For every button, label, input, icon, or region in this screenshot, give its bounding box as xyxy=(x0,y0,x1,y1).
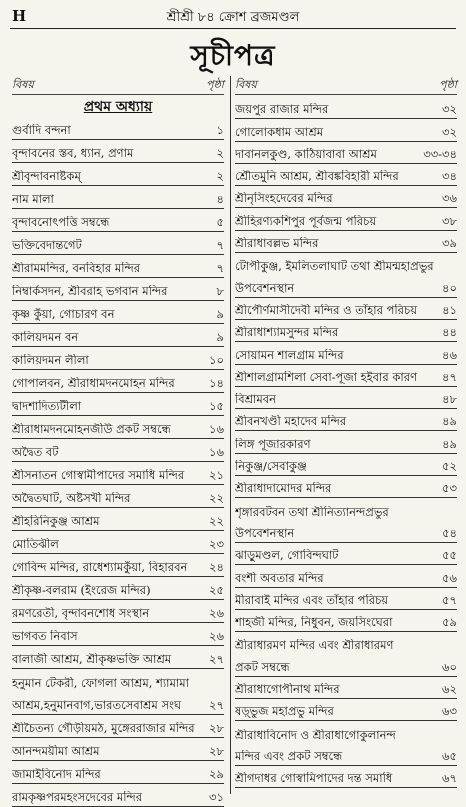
entry-page: ৩২ xyxy=(442,124,457,139)
toc-entry xyxy=(12,577,224,600)
header-title: শ্রীশ্রী ৮৪ ক্রোশ ব্রজমণ্ডল xyxy=(166,10,300,25)
toc-entry xyxy=(235,677,457,699)
entry-title: আনন্দময়ীমা আশ্রম xyxy=(12,745,100,758)
entry-title: গোপালবন, শ্রীরাধামদনমোহন মন্দির xyxy=(12,377,175,390)
entry-title: সোয়ামন শালগ্রাম মন্দির xyxy=(235,348,344,362)
toc-entry xyxy=(235,721,457,743)
entry-page: ৯ xyxy=(216,307,224,321)
entry-page: ৫৬ xyxy=(442,570,457,585)
entry-title: ঝাড়ুমণ্ডল, গোবিন্দঘাট xyxy=(235,549,339,563)
entry-title: দাবানলকুণ্ড, কাঠিয়াবাবা আশ্রম xyxy=(235,147,377,161)
entry-title: নাম মালা xyxy=(12,193,54,206)
toc-entry xyxy=(12,623,224,646)
toc-entry xyxy=(235,119,457,141)
toc-entry xyxy=(235,253,457,275)
entry-page: ৪৯ xyxy=(442,436,457,451)
toc-entry xyxy=(12,324,224,347)
entry-page: ৪৭ xyxy=(442,369,457,384)
toc-entry xyxy=(12,163,224,186)
toc-entry xyxy=(12,209,224,232)
entry-page: ৮ xyxy=(216,284,224,298)
entry-title: দ্বাদশাদিত্যটীলা xyxy=(12,400,82,413)
toc-entry xyxy=(12,761,224,784)
entry-title: আশ্রম,হনুমানবাগ,ভারতসেবাশ্রম সংঘ xyxy=(12,699,182,712)
entry-title: বালাজী আশ্রম, শ্রীকৃষ্ণভক্তি আশ্রম xyxy=(12,653,172,666)
entry-page: ৪৮ xyxy=(442,392,457,407)
toc-entry xyxy=(235,298,457,320)
entry-title: বৃন্দাবনোৎপত্তি সম্বন্ধে xyxy=(12,216,110,229)
entry-page: ৭ xyxy=(216,238,224,252)
toc-entry xyxy=(235,543,457,565)
toc-entry xyxy=(12,416,224,439)
toc-entry xyxy=(12,784,224,807)
entry-page: ২ xyxy=(216,169,224,183)
entry-page: ১৪ xyxy=(209,376,224,390)
entry-page: ২১ xyxy=(209,468,224,482)
toc-entry xyxy=(235,699,457,721)
entry-title: অদ্বৈত বট xyxy=(12,446,59,459)
entry-page: ২৮ xyxy=(209,721,224,735)
right-column xyxy=(235,76,457,794)
toc-entry xyxy=(235,454,457,476)
toc-entry xyxy=(12,600,224,623)
entry-page: ১৫ xyxy=(209,399,224,413)
entry-page: ৭ xyxy=(216,261,224,275)
entry-title: জামাইবিনোদ মন্দির xyxy=(12,768,101,781)
toc-entry xyxy=(235,610,457,632)
entry-page: ২৮ xyxy=(209,744,224,758)
toc-entry xyxy=(235,565,457,587)
entry-title: লিঙ্গ পূজারকারণ xyxy=(235,437,311,451)
entry-page: ৪৬ xyxy=(442,347,457,362)
toc-entry xyxy=(12,140,224,163)
entry-page: ৫৪ xyxy=(442,525,457,540)
toc-entry xyxy=(235,588,457,610)
entry-page: ৬০ xyxy=(442,659,457,674)
toc-entry xyxy=(235,231,457,253)
subject-label: বিষয় xyxy=(235,78,257,91)
entry-title: গোলোকধাম আশ্রম xyxy=(235,125,324,139)
entry-page: ১৬ xyxy=(209,445,224,459)
entry-page: ২ xyxy=(216,146,224,160)
entry-title: নিম্বার্কসদন, শ্রীবরাহ ভগবান মন্দির xyxy=(12,285,168,298)
left-column-header xyxy=(12,76,224,95)
entry-title: শ্রীরাধাশ্যামসুন্দর মন্দির xyxy=(235,326,339,340)
entry-title: হনুমান টেকরী, ফোগলা আশ্রম, শ্যামামা xyxy=(12,677,189,690)
entry-title: শ্রীহিরণ্যকশিপুর পূর্বজন্ম পরিচয় xyxy=(235,214,377,228)
entry-page: ৪৯ xyxy=(442,414,457,429)
toc-entry xyxy=(235,365,457,387)
toc-entry xyxy=(235,409,457,431)
entry-title: প্রকট সম্বন্ধে xyxy=(235,660,290,674)
entry-title: শ্রীরাধামদনমোহনজীউ প্রকট সম্বন্ধে xyxy=(12,423,171,436)
toc-entry xyxy=(235,387,457,409)
left-entry-list xyxy=(12,117,224,807)
toc-entry xyxy=(12,301,224,324)
entry-title: জয়পুর রাজার মন্দির xyxy=(235,103,329,117)
entry-title: শ্রীহরিনিকুঞ্জ আশ্রম xyxy=(12,515,100,528)
entry-title: কালিয়দমন লীলা xyxy=(12,354,89,367)
toc-entry xyxy=(12,255,224,278)
running-header xyxy=(10,4,456,29)
toc-entry xyxy=(12,738,224,761)
entry-page: ৬২ xyxy=(442,682,457,697)
entry-title: শ্রীপৌর্ণমাসীদেবী মন্দির ও তাঁহার পরিচয় xyxy=(235,303,417,317)
entry-title: কৃষ্ণ কুঁয়া, গোচারণ বন xyxy=(12,308,115,321)
toc-entry xyxy=(12,531,224,554)
entry-page: ৫ xyxy=(216,215,224,229)
entry-page: ২৭ xyxy=(209,652,224,666)
entry-page: ৫৯ xyxy=(442,615,457,630)
page-title: সূচীপত্র xyxy=(190,39,276,72)
entry-title: শ্রীরাধাগোপীনাথ মন্দির xyxy=(235,683,340,697)
entry-title: শ্রীরাধাবল্লভ মন্দির xyxy=(235,237,319,251)
subject-label: বিষয় xyxy=(12,78,34,91)
entry-page: ৪ xyxy=(216,192,224,206)
toc-entry xyxy=(235,142,457,164)
entry-page: ৩৮ xyxy=(442,213,457,228)
entry-page: ৩১ xyxy=(209,790,224,804)
toc-entry xyxy=(235,275,457,297)
toc-entry xyxy=(235,208,457,230)
entry-title: টোপীকুঞ্জ, ইমলিতলাঘাট তথা শ্রীমন্মহাপ্রভুর xyxy=(235,260,434,274)
toc-entry xyxy=(12,393,224,416)
entry-title: গুর্বাদি বন্দনা xyxy=(12,124,71,137)
entry-title: বিশ্রামবন xyxy=(235,393,277,407)
right-column-header xyxy=(235,76,457,95)
entry-page: ৫৫ xyxy=(442,548,457,563)
entry-page: ৩৯ xyxy=(442,236,457,251)
page-label: পৃষ্ঠা xyxy=(439,78,457,91)
toc-entry xyxy=(235,186,457,208)
entry-title: মীরাবাই মন্দির এবং তাঁহার পরিচয় xyxy=(235,593,389,607)
entry-title: শ্রীরাধারমণ মন্দির এবং শ্রীরাধারমণ xyxy=(235,639,394,653)
toc-entry xyxy=(12,554,224,577)
entry-title: নিকুঞ্জ/সেবাকুঞ্জ xyxy=(235,460,307,474)
entry-title: রামকৃষ্ণপরমহংসদেবের মন্দির xyxy=(12,791,143,804)
entry-title: ভক্তিবেদান্তগেট xyxy=(12,239,82,252)
entry-title: রমণরেতী, বৃন্দাবনশোধ সংস্থান xyxy=(12,607,150,620)
toc-entry xyxy=(235,476,457,498)
left-column xyxy=(12,76,231,804)
entry-title: শ্রীনৃসিংহদেবের মন্দির xyxy=(235,192,333,206)
entry-title: মন্দির এবং প্রকট সম্বন্ধে xyxy=(235,749,343,763)
entry-page: ৫৭ xyxy=(442,592,457,607)
toc-entry xyxy=(12,117,224,140)
entry-title: উপবেশনস্থান xyxy=(235,281,295,295)
toc-entry xyxy=(12,669,224,692)
entry-page: ২২ xyxy=(209,491,224,505)
entry-page: ৪১ xyxy=(442,302,457,317)
entry-title: বৃন্দাবনের স্তব, ধ্যান, প্রণাম xyxy=(12,147,134,160)
toc-entry xyxy=(12,715,224,738)
entry-title: শ্রীকৃষ্ণ-বলরাম (ইংরেজ মন্দির) xyxy=(12,584,151,597)
toc-entry xyxy=(12,370,224,393)
entry-page: ৬৫ xyxy=(442,748,457,763)
toc-entry xyxy=(12,439,224,462)
entry-title: অদ্বৈতঘাট, অষ্টসখী মন্দির xyxy=(12,492,131,505)
entry-title: শ্রীরামমন্দির, বনবিহার মন্দির xyxy=(12,262,141,275)
toc-entry xyxy=(12,278,224,301)
toc-entry xyxy=(12,186,224,209)
entry-title: শ্রৌতমুনি আশ্রম, শ্রীবঙ্কবিহারী মন্দির xyxy=(235,170,399,184)
entry-page: ৪০ xyxy=(442,280,457,295)
entry-title: বংশী অবতার মন্দির xyxy=(235,571,324,585)
entry-page: ২৩ xyxy=(209,537,224,551)
header-mark: H xyxy=(12,7,27,25)
page-label: পৃষ্ঠা xyxy=(206,78,224,91)
toc-entry xyxy=(235,744,457,766)
entry-title: শ্রীবৃন্দাবনাষ্টকম্ xyxy=(12,170,81,183)
entry-title: শ্রীরাধাদামোদর মন্দির xyxy=(235,482,332,496)
entry-page: ৩৩-৩৪ xyxy=(423,146,457,161)
toc-entry xyxy=(235,342,457,364)
entry-page: ১৬ xyxy=(209,422,224,436)
entry-title: শৃঙ্গারবটবন তথা শ্রীনিত্যানন্দপ্রভুর xyxy=(235,505,389,519)
toc-entry xyxy=(12,232,224,255)
entry-page: ১০ xyxy=(209,353,224,367)
toc-entry xyxy=(235,766,457,788)
entry-title: শাহজী মন্দির, নিধুবন, জয়সিংঘেরা xyxy=(235,616,393,630)
entry-page: ১ xyxy=(216,123,224,137)
toc-entry xyxy=(235,654,457,676)
toc-entry xyxy=(235,521,457,543)
entry-page: ২৯ xyxy=(209,767,224,781)
toc-entry xyxy=(235,97,457,119)
chapter-heading: প্রথম অধ্যায় xyxy=(83,99,153,115)
toc-entry xyxy=(12,692,224,715)
toc-entry xyxy=(12,646,224,669)
entry-title: গোবিন্দ মন্দির, রাধেশ্যামকুঁয়া, বিহারবন xyxy=(12,561,188,574)
entry-page: ৫২ xyxy=(442,459,457,474)
entry-title: ষড়্ভুজ মহাপ্রভু মন্দির xyxy=(235,705,334,719)
toc-entry xyxy=(235,431,457,453)
entry-page: ২২ xyxy=(209,514,224,528)
entry-title: শ্রীবনখণ্ডী মহাদেব মন্দির xyxy=(235,415,347,429)
entry-title: কালিয়দমন বন xyxy=(12,331,79,344)
entry-title: শ্রীচৈতন্য গৌড়ীয়মঠ, মুঙ্গেররাজার মন্দির xyxy=(12,722,195,735)
toc-entry xyxy=(12,508,224,531)
entry-title: উপবেশনস্থান xyxy=(235,526,295,540)
toc-entry xyxy=(235,164,457,186)
entry-page: ৩৬ xyxy=(442,191,457,206)
entry-page: ২৪ xyxy=(209,560,224,574)
entry-page: ৫৩ xyxy=(442,481,457,496)
entry-page: ৪৪ xyxy=(442,325,457,340)
entry-page: ৩২ xyxy=(442,102,457,117)
toc-entry xyxy=(235,632,457,654)
toc-entry xyxy=(12,347,224,370)
entry-page: ৩৪ xyxy=(442,169,457,184)
entry-title: শ্রীসনাতন গোস্বামীপাদের সমাধি মন্দির xyxy=(12,469,185,482)
entry-page: ২৫ xyxy=(209,583,224,597)
entry-title: ভাগবত নিবাস xyxy=(12,630,78,643)
entry-title: শ্রীশালগ্রামশিলা সেবা-পূজা হইবার কারণ xyxy=(235,370,418,384)
toc-entry xyxy=(235,320,457,342)
entry-title: মোতিঝীল xyxy=(12,538,59,551)
entry-page: ৬৭ xyxy=(442,771,457,786)
entry-page: ২৭ xyxy=(209,698,224,712)
entry-page: ২৬ xyxy=(209,606,224,620)
toc-entry xyxy=(235,498,457,520)
toc-entry xyxy=(12,485,224,508)
entry-title: শ্রীরাধাবিনোদ ও শ্রীরাধাগোকুলানন্দ xyxy=(235,728,396,742)
toc-entry xyxy=(12,462,224,485)
entry-page: ৬৩ xyxy=(442,704,457,719)
entry-page: ৯ xyxy=(216,330,224,344)
entry-title: শ্রীগদাধর গোস্বামিপাদের দন্ত সমাধি xyxy=(235,772,393,786)
right-entry-list xyxy=(235,97,457,788)
entry-page: ২৬ xyxy=(209,629,224,643)
